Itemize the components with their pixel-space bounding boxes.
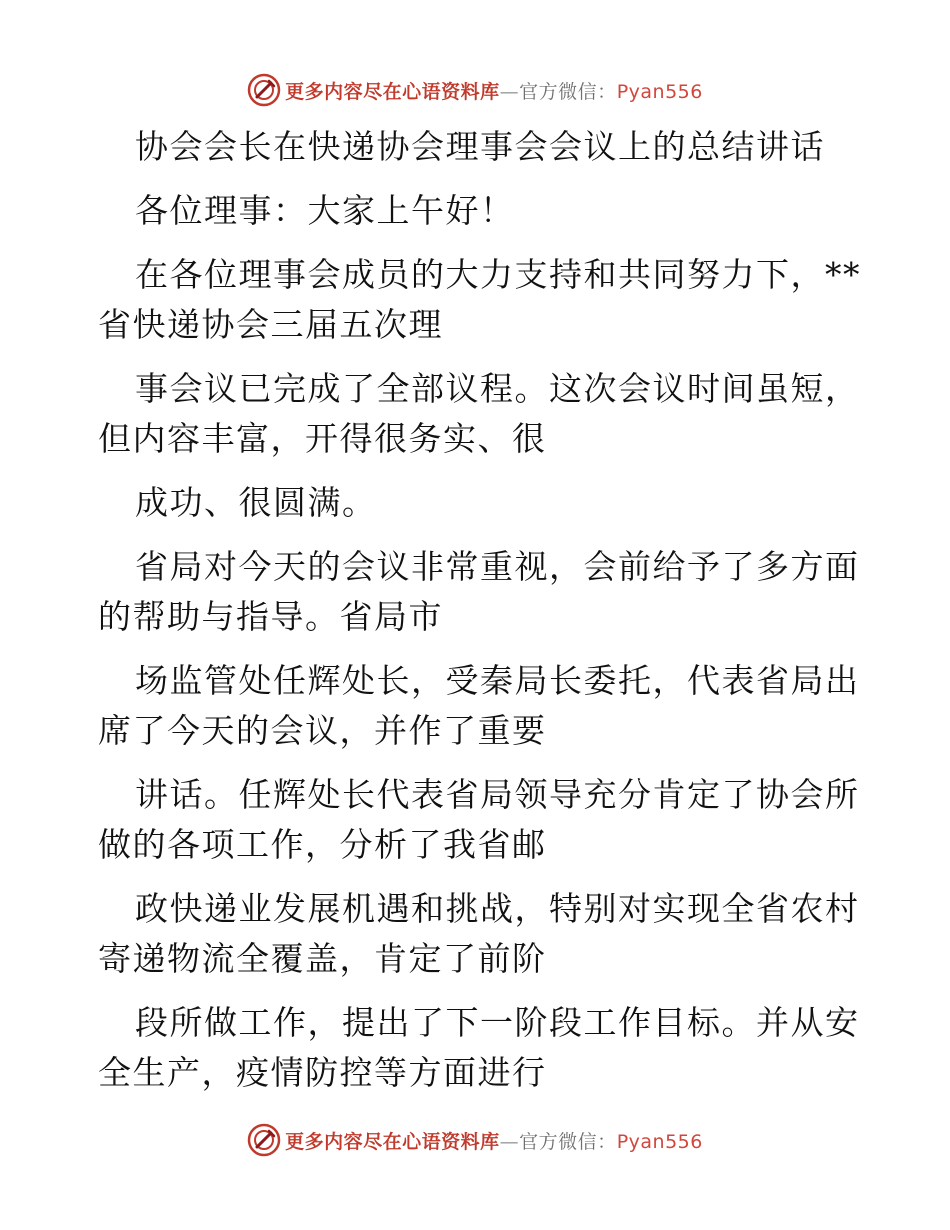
watermark-main: 更多内容尽在心语资料库 — [285, 1130, 500, 1153]
watermark-separator: — — [499, 1130, 520, 1153]
footer-watermark — [0, 1120, 950, 1160]
paragraph-line: 讲话。任辉处长代表省局领导充分肯定了协会所 — [135, 775, 860, 814]
watermark-wechat-id: Pyan556 — [616, 1130, 703, 1153]
paragraph-line: 成功、很圆满。 — [135, 483, 377, 522]
paragraph-line: 场监管处任辉处长，受秦局长委托，代表省局出 — [135, 661, 860, 700]
watermark-text — [285, 77, 703, 104]
paragraph-line: 在各位理事会成员的大力支持和共同努力下，** — [135, 255, 861, 294]
document-body — [98, 122, 861, 1098]
watermark-wechat-id: Pyan556 — [616, 80, 703, 103]
paragraph-line: 做的各项工作，分析了我省邮 — [98, 825, 547, 864]
paragraph-line: 全生产，疫情防控等方面进行 — [98, 1053, 547, 1092]
watermark-group — [247, 1123, 703, 1157]
watermark-text — [285, 1127, 703, 1154]
header-watermark — [0, 70, 950, 110]
paragraph-line: 但内容丰富，开得很务实、很 — [98, 419, 547, 458]
paragraph-line: 段所做工作，提出了下一阶段工作目标。并从安 — [135, 1003, 860, 1042]
watermark-group — [247, 73, 703, 107]
paragraph-line: 事会议已完成了全部议程。这次会议时间虽短， — [135, 369, 860, 408]
paragraph-line: 的帮助与指导。省局市 — [98, 597, 443, 636]
logo-icon — [247, 73, 281, 107]
watermark-main: 更多内容尽在心语资料库 — [285, 80, 500, 103]
watermark-separator: — — [499, 80, 520, 103]
watermark-label: 官方微信： — [519, 80, 617, 103]
logo-icon — [247, 1123, 281, 1157]
greeting-line: 各位理事：大家上午好！ — [135, 191, 515, 230]
paragraph-line: 政快递业发展机遇和挑战，特别对实现全省农村 — [135, 889, 860, 928]
paragraph-line: 省局对今天的会议非常重视，会前给予了多方面 — [135, 547, 860, 586]
paragraph-line: 省快递协会三届五次理 — [98, 305, 443, 344]
watermark-label: 官方微信： — [519, 1130, 617, 1153]
paragraph-line: 寄递物流全覆盖，肯定了前阶 — [98, 939, 547, 978]
paragraph-line: 席了今天的会议，并作了重要 — [98, 711, 547, 750]
document-title: 协会会长在快递协会理事会会议上的总结讲话 — [135, 127, 825, 166]
